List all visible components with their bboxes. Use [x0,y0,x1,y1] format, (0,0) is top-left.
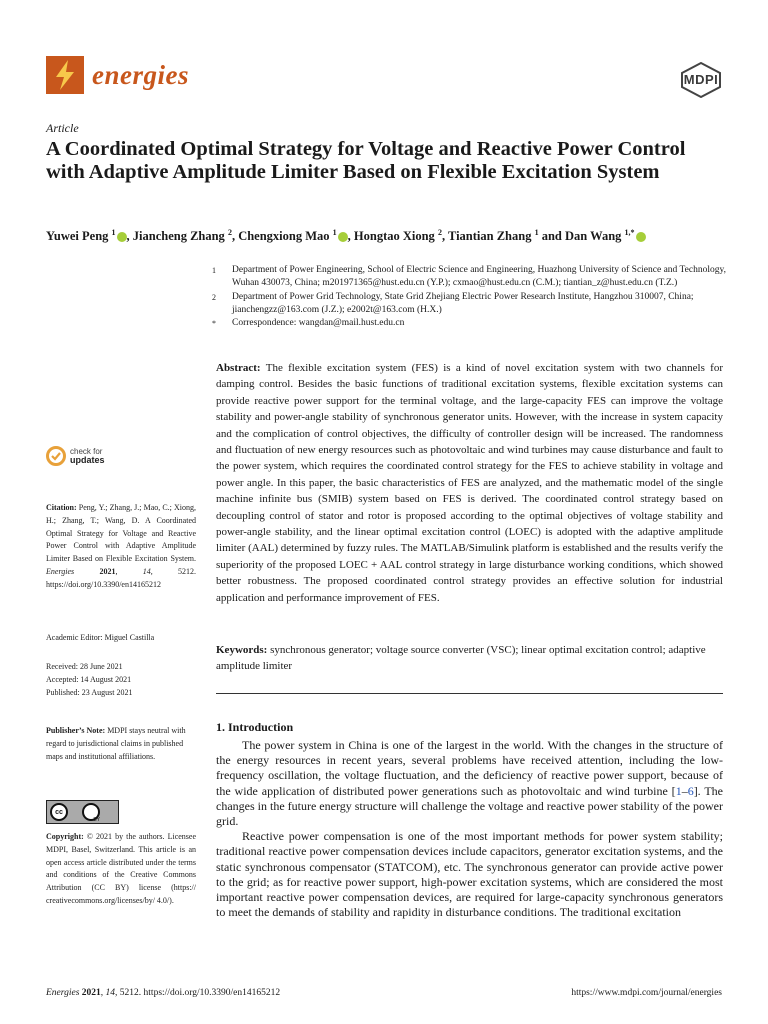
author-name: Dan Wang $^{1,*}$ [565,229,646,243]
author-affil-marker: 1 [534,228,539,237]
abstract-text: The flexible excitation system (FES) is a kind of novel excitation system with two channels for damping control. Besides the basic functions of traditional excitation systems, flexible excitation systems can provide reactive power support for the terminal voltage, and the large-capacity FES can improve the voltage stability and power-angle stability of synchronous generator units. However, with the increase in system capacity and the complication of control objectives, the difficulty of controller design will be increased. The randomness and fluctuation of new energy resources such as photovoltaic and wind turbines may cause disturbance and fault to the power system, which requires the coordinated control strategy for the FES to achieve stability in voltage and power angle. In this paper, the basic characteristics of FES are analyzed, and the mathematic model of the single machine infinite bus (SMIB) system based on FES is derived. The coordinated control strategy based on decoupling control of stator and rotor is proposed according to the optimal objectives of voltage stability and power-angle stability, and the linear optimal excitation control (LOEC) is adopted with the adaptive amplitude limiter (AAL) determined by fuzzy rules. The MATLAB/Simulink platform is established and the results verify the superiority of the proposed LOEC + AAL control strategy in large disturbance working conditions, which showed better robustness. The proposed coordinated control strategy provides an effective solution for industrial application and performance improvement of FES. [216,362,723,604]
keywords-text: synchronous generator; voltage source converter (VSC); linear optimal excitation control; adaptive amplitude limiter [216,644,706,673]
reference-link[interactable]: 1 [675,783,682,798]
introduction-body [216,738,723,920]
abstract [216,360,723,606]
affiliations [212,264,727,330]
abstract-label: Abstract: [216,362,261,374]
check-for-updates-badge[interactable]: check for updates [46,446,105,466]
publisher-note: Publisher’s Note: MDPI stays neutral with regard to jurisdictional claims in published maps and institutional affiliations. [46,726,186,761]
paragraph: The power system in China is one of the largest in the world. With the changes in the structure of the energy resources in recent years, several problems have received attention, including the low-frequency oscillation, the voltage fluctuation, and the deficiency of reactive power support, because of the wide application of distributed power generations such as photovoltaic and wind turbine [1–6]. The changes in the future energy structure will challenge the voltage and reactive power stability of the power grid. [216,738,724,829]
publisher-name: MDPI [683,72,719,87]
footer-citation: Energies 2021, 14, 5212. https://doi.org/10.3390/en14165212 [46,988,281,998]
orcid-icon[interactable] [338,232,348,242]
journal-logo [46,56,189,94]
author-name: Chengxiong Mao $^1$ [238,229,347,243]
check-updates-icon [46,446,66,466]
author-affil-marker: 2 [227,228,232,237]
paragraph: Reactive power compensation is one of the most important methods for power system stability; traditional reactive power compensation devices include capacitors, generator excitation systems, and the static synchronous compensator (STATCOM), etc. The synchronous generator can provide active power to the grid; as for reactive power support, high-power excitation systems, which are considered the most important reactive power compensation devices, are required for large-capacity synchronous generators to meet the demands of stability and rapidity in disturbance conditions. The traditional excitation [216,829,723,920]
dates: Received: 28 June 2021 Accepted: 14 August 2021 Published: 23 August 2021 [46,662,133,697]
author-affil-marker: 2 [437,228,442,237]
academic-editor: Academic Editor: Miguel Castilla [46,633,155,642]
author-name: Tiantian Zhang $^1$ [447,228,539,244]
affiliation-item: 1 Department of Power Engineering, School of Electric Science and Engineering, Huazhong University of Science and Technology, Wuhan 430073, China; m201971365@hust.edu.cn (Y.P.); cxmao@hust.edu.cn (C.M.); tiantian_z@hust.edu.cn (T.Z.) [212,265,726,289]
reference-link[interactable]: 6 [687,783,694,798]
section-heading: 1. Introduction [216,720,294,734]
citation: Citation: Peng, Y.; Zhang, J.; Mao, C.; Xiong, H.; Zhang, T.; Wang, D. A Coordinated Optimal Strategy for Voltage and Reactive Power Control with Adaptive Amplitude Limiter Based on Flexible Excitation System. Energies 2021, 14, 5212. https://doi.org/10.3390/en14165212 [46,503,197,589]
journal-name: energies [92,59,189,90]
article-type: Article [46,121,79,135]
author-name: Jiancheng Zhang $^2$ [132,228,232,244]
copyright: Copyright: © 2021 by the authors. Licensee MDPI, Basel, Switzerland. This article is an open access article distributed under the terms and conditions of the Creative Commons Attribution (CC BY) license (https:// creativecommons.org/licenses/by/ 4.0/). [46,832,197,905]
author-affil-marker: 1 [332,228,337,237]
page-footer [46,988,722,998]
author-name: Hongtao Xiong $^2$ [353,228,442,244]
publisher-logo [680,62,722,87]
orcid-icon[interactable] [117,232,127,242]
author-name: Yuwei Peng $^1$ [46,229,127,243]
affiliation-item: 2 Department of Power Grid Technology, State Grid Zhejiang Electric Power Research Institute, Hangzhou 310007, China; jianchengzz@163.com (J.Z.); e2002t@163.com (H.X.) [212,291,694,315]
affiliation-item: * Correspondence: wangdan@mail.hust.edu.cn [212,318,405,329]
orcid-icon[interactable] [636,232,646,242]
article-title: A Coordinated Optimal Strategy for Voltage and Reactive Power Control with Adaptive Amplitude Limiter Based on Flexible Excitation System [46,138,686,183]
journal-url-link[interactable]: https://www.mdpi.com/journal/energies [571,988,722,998]
cc-by-license-badge[interactable]: cc BY [46,800,119,824]
keywords [216,642,723,675]
keywords-label: Keywords: [216,644,268,656]
cc-icon: cc [50,803,68,821]
section-divider [216,693,723,694]
author-list: Yuwei Peng $^1$ , Jiancheng Zhang $^2$, Chengxiong Mao $^1$ , Hongtao Xiong $^2$, Tiantian Zhang $^1$ and Dan Wang $^{1,*}$ [46,228,726,244]
author-affil-marker: 1,* [624,228,635,237]
lightning-bolt-icon [46,56,84,94]
author-affil-marker: 1 [111,228,116,237]
